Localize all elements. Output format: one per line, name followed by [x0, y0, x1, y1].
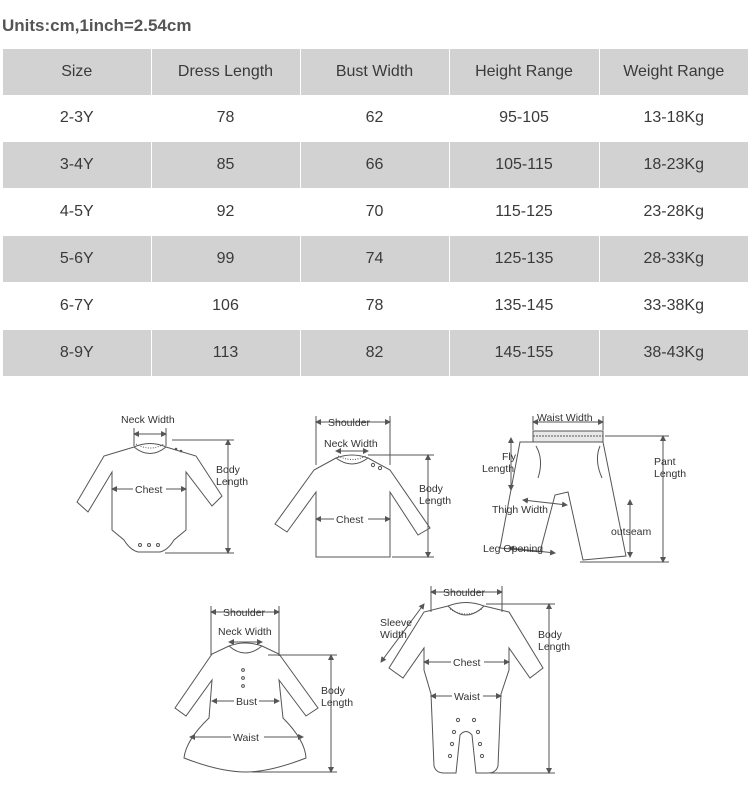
label-fly-length-2: Length — [482, 463, 515, 475]
cell-height-range: 125-135 — [449, 236, 599, 283]
table-row — [3, 189, 748, 236]
label-chest: Chest — [135, 484, 163, 496]
label-body-length-1: Body — [538, 629, 562, 641]
cell-weight-range: 18-23Kg — [599, 142, 748, 189]
label-neck-width: Neck Width — [121, 414, 175, 426]
table-row — [3, 142, 748, 189]
label-sleeve-width-1: Sleeve — [380, 617, 413, 629]
table-row — [3, 236, 748, 283]
label-chest: Chest — [453, 657, 481, 669]
bodysuit-diagram — [77, 414, 248, 553]
label-body-length-2: Length — [538, 641, 571, 653]
label-pant-length-2: Length — [654, 468, 687, 480]
label-body-length-1: Body — [419, 483, 443, 495]
label-neck-width: Neck Width — [218, 626, 272, 638]
label-leg-opening: Leg Opening — [483, 543, 544, 555]
label-body-length-2: Length — [321, 697, 354, 709]
cell-size: 6-7Y — [3, 283, 151, 330]
label-outseam: outseam — [611, 526, 652, 538]
label-body-length-2: Length — [216, 476, 249, 488]
header-height-range: Height Range — [449, 49, 599, 95]
cell-bust-width: 82 — [300, 330, 449, 377]
label-chest: Chest — [336, 514, 364, 526]
label-shoulder: Shoulder — [223, 607, 266, 619]
cell-size: 4-5Y — [3, 189, 151, 236]
cell-height-range: 135-145 — [449, 283, 599, 330]
table-header-row — [3, 49, 748, 95]
sweater-diagram — [275, 416, 451, 557]
cell-bust-width: 62 — [300, 95, 449, 142]
table-row — [3, 95, 748, 142]
label-thigh-width: Thigh Width — [492, 504, 549, 516]
units-note: Units:cm,1inch=2.54cm — [2, 16, 192, 35]
label-waist-width: Waist Width — [537, 412, 593, 424]
cell-dress-length: 78 — [151, 95, 300, 142]
header-size: Size — [3, 49, 151, 95]
romper-diagram — [380, 586, 570, 773]
label-waist: Waist — [454, 691, 480, 703]
cell-dress-length: 113 — [151, 330, 300, 377]
cell-weight-range: 13-18Kg — [599, 95, 748, 142]
table-row — [3, 330, 748, 377]
cell-bust-width: 66 — [300, 142, 449, 189]
label-body-length-1: Body — [216, 464, 240, 476]
header-dress-length: Dress Length — [151, 49, 300, 95]
label-bust: Bust — [236, 696, 258, 708]
dress-diagram — [175, 606, 353, 772]
cell-size: 3-4Y — [3, 142, 151, 189]
label-sleeve-width-2: Width — [380, 629, 407, 641]
cell-dress-length: 106 — [151, 283, 300, 330]
label-fly-length-1: Fly — [502, 451, 516, 463]
cell-bust-width: 74 — [300, 236, 449, 283]
size-chart-table — [3, 49, 748, 376]
label-shoulder: Shoulder — [443, 587, 486, 599]
cell-size: 2-3Y — [59, 109, 94, 126]
cell-height-range: 145-155 — [449, 330, 599, 377]
label-waist: Waist — [233, 732, 259, 744]
cell-weight-range: 28-33Kg — [599, 236, 748, 283]
cell-height-range: 105-115 — [449, 142, 599, 189]
table-row — [3, 283, 748, 330]
header-weight-range: Weight Range — [599, 49, 748, 95]
pants-diagram — [482, 412, 686, 562]
measurement-diagrams — [0, 395, 750, 800]
cell-height-range: 95-105 — [449, 95, 599, 142]
label-body-length-1: Body — [321, 685, 345, 697]
cell-dress-length: 85 — [151, 142, 300, 189]
cell-bust-width: 70 — [300, 189, 449, 236]
header-bust-width: Bust Width — [300, 49, 449, 95]
label-neck-width: Neck Width — [324, 438, 378, 450]
cell-bust-width: 78 — [300, 283, 449, 330]
label-shoulder: Shoulder — [328, 417, 371, 429]
cell-dress-length: 92 — [151, 189, 300, 236]
cell-height-range: 115-125 — [449, 189, 599, 236]
label-body-length-2: Length — [419, 495, 452, 507]
cell-dress-length: 99 — [151, 236, 300, 283]
cell-size: 8-9Y — [3, 330, 151, 377]
cell-size: 5-6Y — [3, 236, 151, 283]
cell-weight-range: 33-38Kg — [599, 283, 748, 330]
cell-weight-range: 38-43Kg — [599, 330, 748, 377]
label-pant-length-1: Pant — [654, 456, 676, 468]
cell-weight-range: 23-28Kg — [599, 189, 748, 236]
